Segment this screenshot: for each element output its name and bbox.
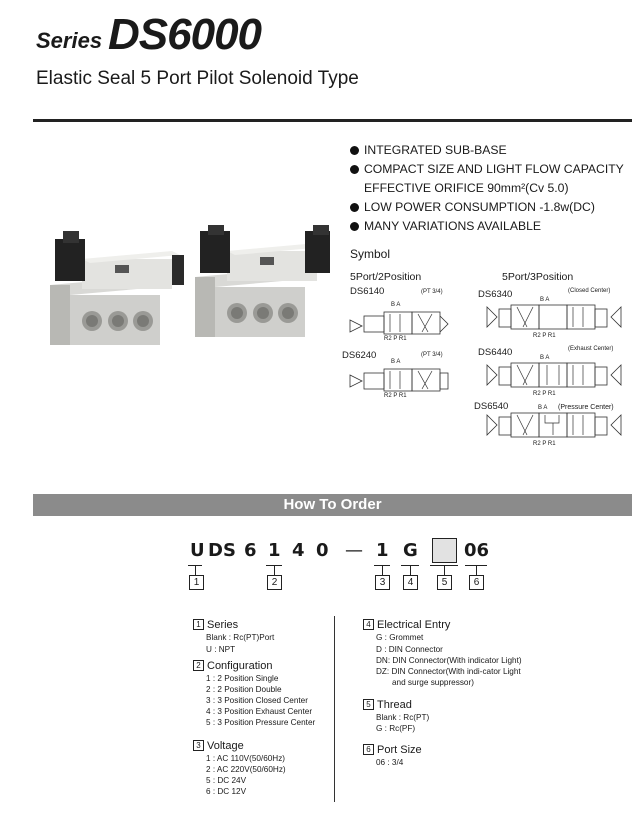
legend-configuration-heading — [193, 660, 272, 672]
code-box-number: 1 — [189, 575, 204, 590]
port-labels-top: B A — [391, 302, 401, 308]
valve-symbol-ds6140 — [348, 308, 450, 336]
legend-title: Series — [207, 619, 239, 631]
symbol-group-2position: 5Port/2Position — [350, 271, 422, 283]
model-note: (Exhaust Center) — [568, 346, 614, 352]
page-title: DS6000 — [108, 10, 262, 59]
legend-item: 5 : 3 Position Pressure Center — [206, 718, 316, 727]
legend-series-heading — [193, 619, 238, 631]
legend-number: 6 — [363, 744, 374, 755]
code-part-1: 1 — [268, 540, 281, 561]
port-labels-bottom: R2 P R1 — [533, 333, 556, 339]
model-code: DS6540 — [474, 401, 509, 412]
valve-symbol-ds6440 — [485, 361, 625, 391]
feature-item: COMPACT SIZE AND LIGHT FLOW CAPACITY EFFECTIVE ORIFICE 90mm²(Cv 5.0) — [350, 160, 635, 198]
code-box-number: 4 — [403, 575, 418, 590]
legend-item: and surge suppressor) — [392, 678, 474, 687]
legend-number: 2 — [193, 660, 204, 671]
legend-item: 2 : AC 220V(50/60Hz) — [206, 765, 286, 774]
code-part-voltage: 1 — [376, 540, 389, 561]
port-labels-bottom: R2 P R1 — [384, 336, 407, 342]
legend-title: Thread — [377, 699, 412, 711]
feature-list — [350, 141, 635, 236]
port-labels-bottom: R2 P R1 — [533, 391, 556, 397]
model-note: (PT 3/4) — [421, 352, 443, 358]
legend-number: 3 — [193, 740, 204, 751]
code-connector — [444, 565, 445, 575]
legend-divider — [334, 616, 335, 802]
code-part-u: U — [190, 540, 205, 561]
legend-number: 1 — [193, 619, 204, 630]
legend-electrical-heading — [363, 619, 450, 631]
legend-item: 6 : DC 12V — [206, 787, 247, 796]
series-label: Series — [36, 28, 103, 53]
legend-title: Electrical Entry — [377, 619, 451, 631]
feature-item: LOW POWER CONSUMPTION -1.8w(DC) — [350, 198, 635, 217]
legend-item: Blank : Rc(PT) — [376, 713, 430, 722]
model-note: (Closed Center) — [568, 288, 611, 294]
legend-port-size-heading — [363, 744, 422, 756]
code-dash: — — [345, 540, 363, 561]
header-divider — [33, 119, 632, 122]
model-code: DS6440 — [478, 347, 513, 358]
model-note: (PT 3/4) — [421, 289, 443, 295]
code-box-number: 3 — [375, 575, 390, 590]
legend-item: 06 : 3/4 — [376, 758, 404, 767]
legend-number: 4 — [363, 619, 374, 630]
symbol-group-3position: 5Port/3Position — [502, 271, 574, 283]
code-connector — [195, 565, 196, 575]
page-subtitle: Elastic Seal 5 Port Pilot Solenoid Type — [36, 68, 359, 89]
legend-number: 5 — [363, 699, 374, 710]
model-code: DS6140 — [350, 286, 385, 297]
code-part-port-size: 06 — [464, 540, 490, 561]
code-part-4: 4 — [292, 540, 305, 561]
legend-item: G : Rc(PF) — [376, 724, 416, 733]
port-labels-top: B A — [540, 355, 550, 361]
model-code: DS6240 — [342, 350, 377, 361]
how-to-order-header: How To Order — [33, 494, 632, 516]
legend-title: Configuration — [207, 660, 273, 672]
model-code: DS6340 — [478, 289, 513, 300]
legend-item: G : Grommet — [376, 633, 424, 642]
legend-item: 4 : 3 Position Exhaust Center — [206, 707, 313, 716]
code-part-6: 6 — [244, 540, 257, 561]
legend-item: D : DIN Connector — [376, 645, 443, 654]
port-labels-top: B A — [391, 359, 401, 365]
legend-item: Blank : Rc(PT)Port — [206, 633, 275, 642]
code-box-number: 2 — [267, 575, 282, 590]
legend-item: 2 : 2 Position Double — [206, 685, 282, 694]
legend-item: 3 : 3 Position Closed Center — [206, 696, 308, 705]
product-photo — [30, 225, 330, 345]
code-part-entry: G — [403, 540, 418, 561]
legend-item: DZ: DIN Connector(With indi-cator Light — [376, 667, 521, 676]
code-connector — [274, 565, 275, 575]
legend-thread-heading — [363, 699, 412, 711]
port-labels-bottom: R2 P R1 — [533, 441, 556, 447]
symbol-title: Symbol — [350, 247, 391, 261]
port-labels-top: B A — [540, 297, 550, 303]
code-box-number: 5 — [437, 575, 452, 590]
legend-item: 1 : AC 110V(50/60Hz) — [206, 754, 286, 763]
feature-item: MANY VARIATIONS AVAILABLE — [350, 217, 635, 236]
model-note: (Pressure Center) — [558, 404, 614, 411]
legend-item: DN: DIN Connector(With indicator Light) — [376, 656, 522, 665]
legend-item: 1 : 2 Position Single — [206, 674, 279, 683]
valve-symbol-ds6540 — [485, 411, 625, 441]
code-connector — [410, 565, 411, 575]
port-labels-bottom: R2 P R1 — [384, 393, 407, 399]
valve-symbol-ds6240 — [348, 365, 450, 393]
code-part-0: 0 — [316, 540, 329, 561]
code-connector — [476, 565, 477, 575]
port-labels-top: B A — [538, 405, 548, 411]
code-box-number: 6 — [469, 575, 484, 590]
feature-item: INTEGRATED SUB-BASE — [350, 141, 635, 160]
code-part-ds: DS — [208, 540, 236, 561]
legend-title: Port Size — [377, 744, 422, 756]
legend-item: 5 : DC 24V — [206, 776, 247, 785]
code-connector — [382, 565, 383, 575]
legend-item: U : NPT — [206, 645, 236, 654]
legend-title: Voltage — [207, 740, 244, 752]
code-part-thread-blank — [432, 538, 457, 563]
valve-symbol-ds6340 — [485, 303, 625, 333]
legend-voltage-heading — [193, 740, 244, 752]
